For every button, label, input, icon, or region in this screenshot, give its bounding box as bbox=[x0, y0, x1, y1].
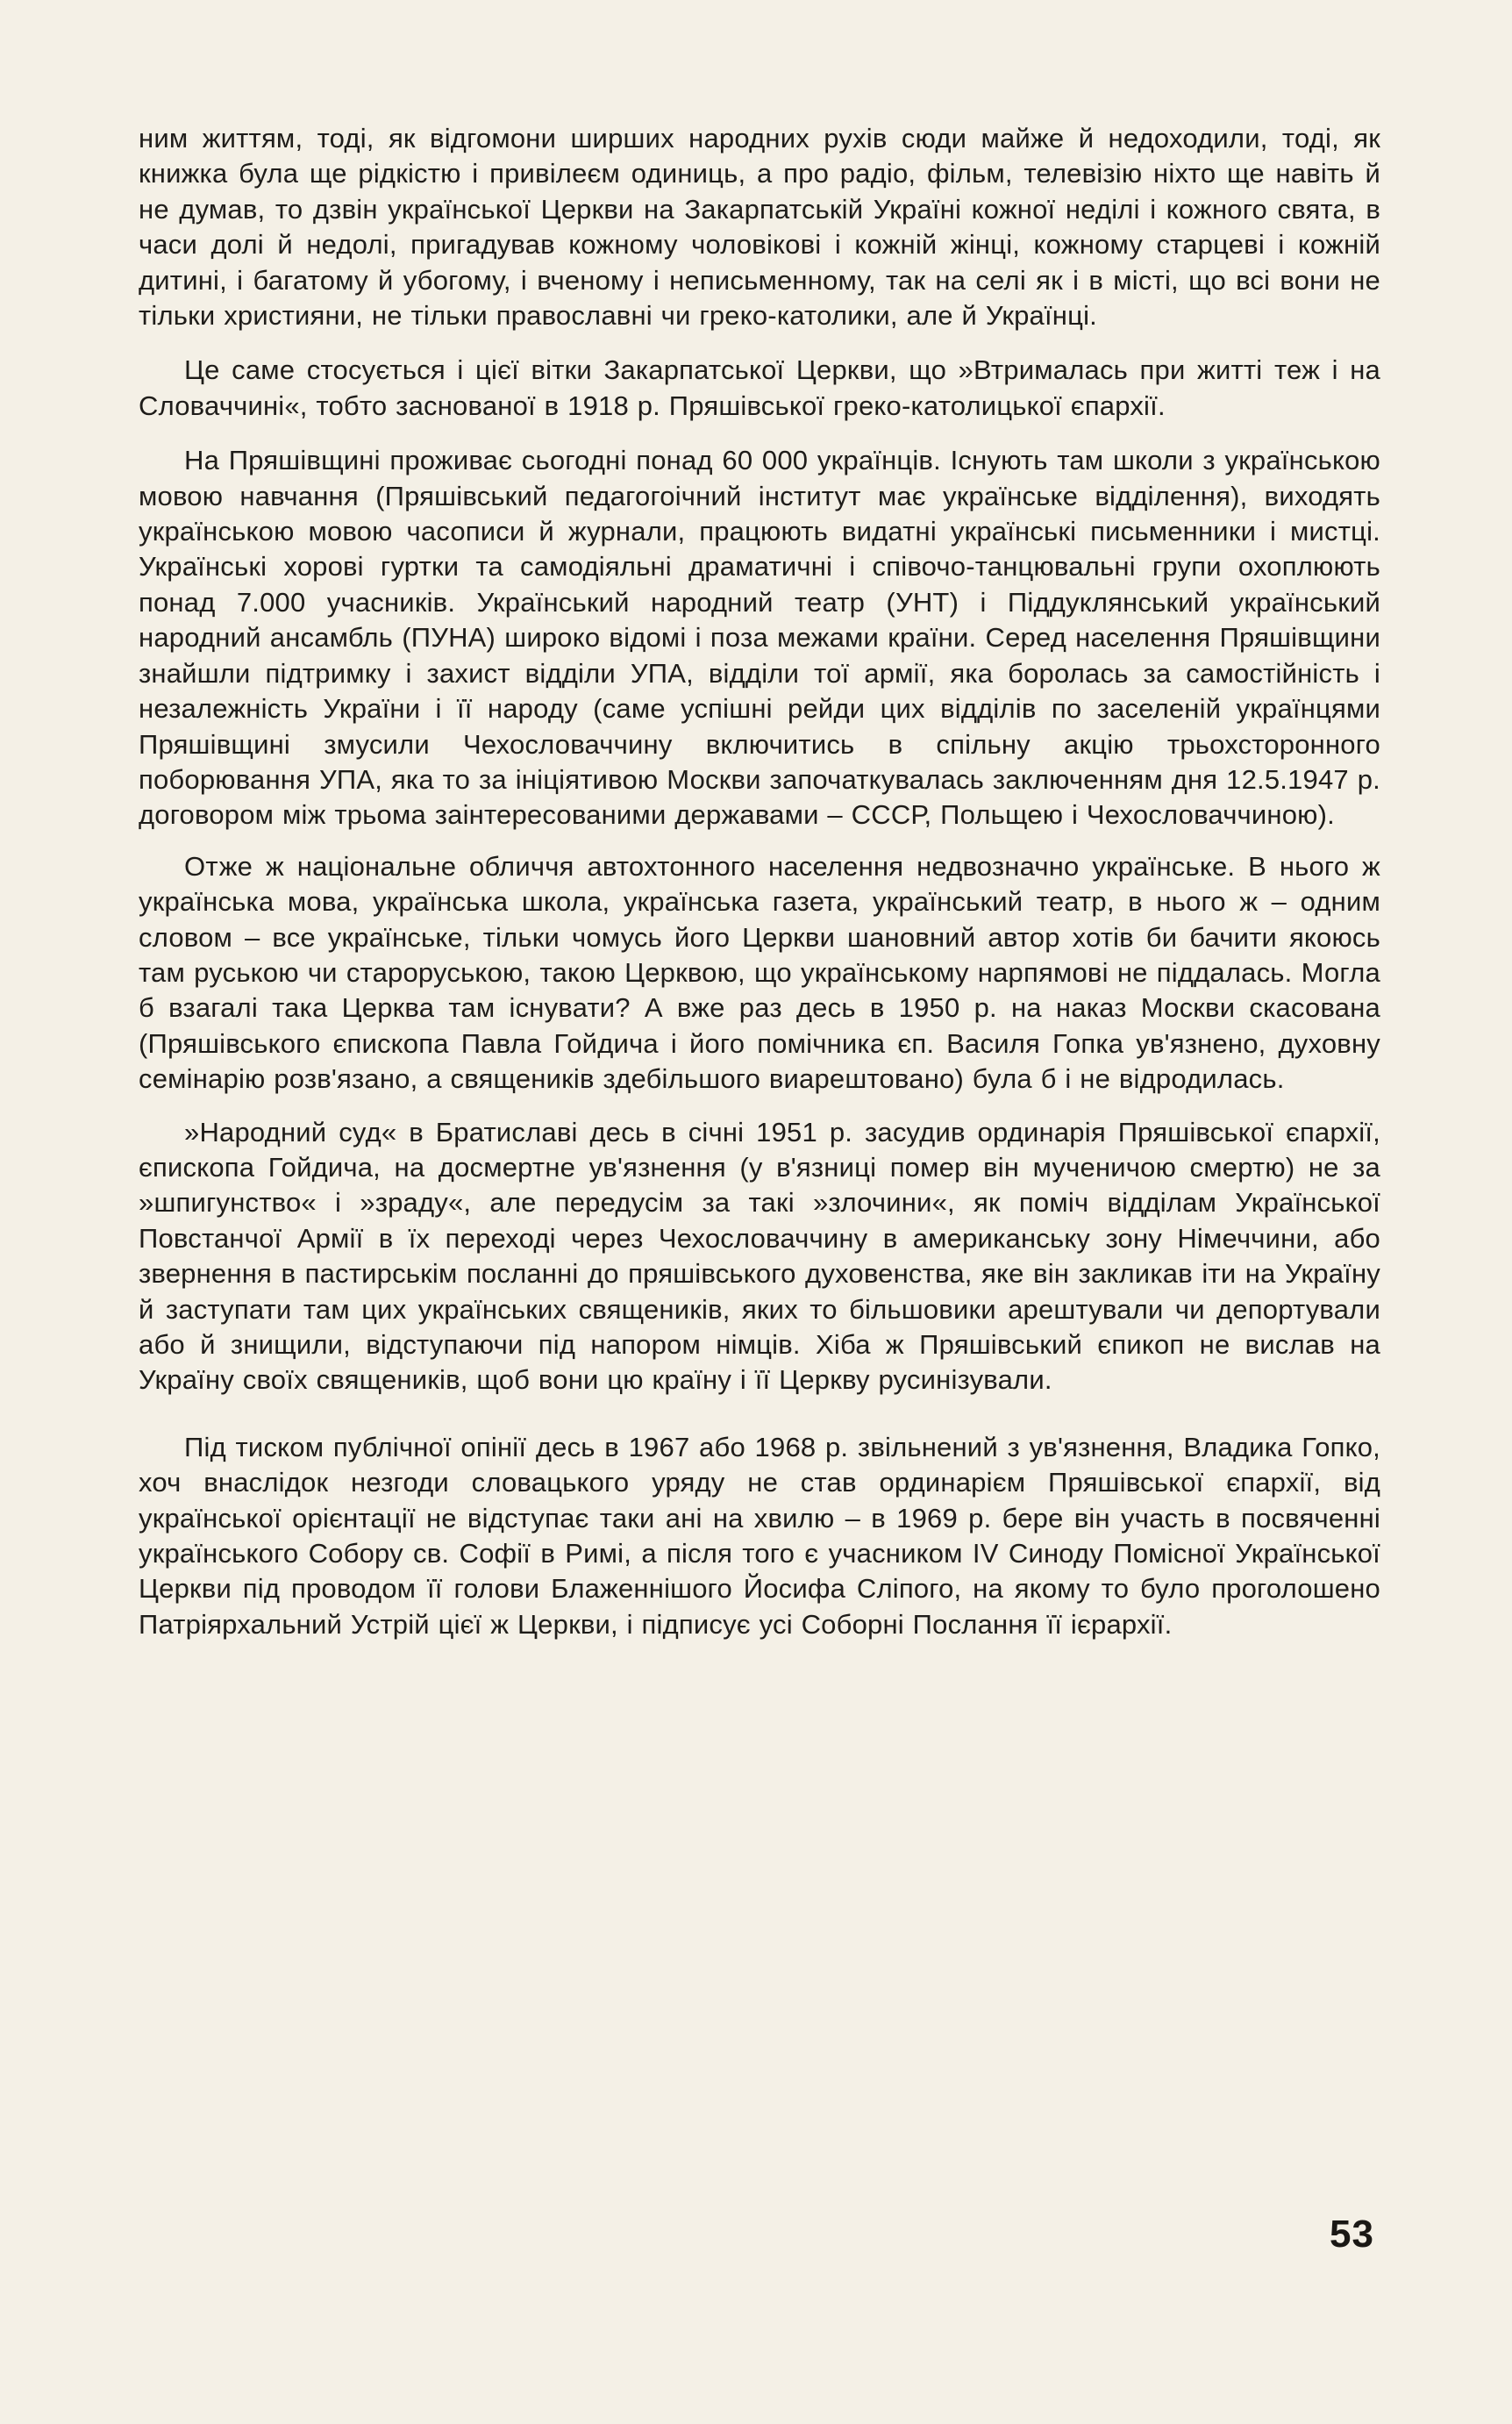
text-column bbox=[139, 121, 1380, 1642]
paragraph-6: Під тиском публічної опінії десь в 1967 або 1968 р. звільнений з ув'язнення, Владика Гопко, хоч внаслідок незгоди словацького уряду не став ординарієм Пряшівської єпархії, від української орієнтації не відступає таки ані на хвилю – в 1969 р. бере він участь в посвяченні українського Собору св. Софії в Римі, а після того є учасником IV Синоду Помісної Української Церкви під проводом її голови Блаженнішого Йосифа Сліпого, на якому то було проголошено Патріярхальний Устрій цієї ж Церкви, і підписує усі Соборні Послання її ієрархії. bbox=[139, 1431, 1380, 1640]
paragraph-4: Отже ж національне обличчя автохтонного населення недвозначно українське. В нього ж українська мова, українська школа, українська газета, український театр, в нього ж – одним словом – все українське, тільки чомусь його Церкви шановний автор хотів би бачити якоюсь там руською чи староруською, такою Церквою, що українському нарпямові не піддалась. Могла б взагалі така Церква там існувати? А вже раз десь в 1950 р. на наказ Москви скасована (Пряшівського єпископа Павла Гойдича і його помічника єп. Василя Гопка ув'язнено, духовну семінарію розв'язано, а священиків здебільшого виарештовано) була б і не відродилась. bbox=[139, 850, 1380, 1095]
paragraph-3: На Пряшівщині проживає сьогодні понад 60 000 українців. Існують там школи з українською мовою навчання (Пряшівський педагогоічний інститут має українське відділення), виходять українською мовою часописи й журнали, працюють видатні українські письменники і мистці. Українські хорові гуртки та самодіяльні драматичні і співочо-танцювальні групи охоплюють понад 7.000 учасників. Український народний театр (УНТ) і Піддуклянський український народний ансамбль (ПУНА) широко відомі і поза межами країни. Серед населення Пряшівщини знайшли підтримку і захист відділи УПА, відділи тої армії, яка боролась за самостійність і незалежність України і її народу (саме успішні рейди цих відділів по заселеній українцями Пряшівщині змусили Чехословаччину включитись в спільну акцію трьохсторонного поборювання УПА, яка то за ініціятивою Москви започаткувалась заключенням дня 12.5.1947 р. договором між трьома заінтересованими державами – СССР, Польщею і Чехословаччиною). bbox=[139, 445, 1380, 831]
paragraph-1: ним життям, тоді, як відгомони ширших народних рухів сюди майже й недоходили, тоді, як книжка була ще рідкістю і привілеєм одиниць, а про радіо, фільм, телевізію ніхто ще навіть й не думав, то дзвін української Церкви на Закарпатській Україні кожної неділі і кожного свята, в часи долі й недолі, пригадував кожному чоловікові і кожній жінці, кожному старцеві і кожній дитині, і багатому й убогому, і вченому і неписьменному, так на селі як і в місті, що всі вони не тільки християни, не тільки православні чи греко-католики, але й Українці. bbox=[139, 123, 1380, 332]
paragraph-5: »Народний суд« в Братиславі десь в січні 1951 р. засудив ординарія Пряшівської єпархії, єпископа Гойдича, на досмертне ув'язнення (у в'язниці помер він мученичою смертю) не за »шпигунство« і »зраду«, але передусім за такі »злочини«, як поміч відділам Української Повстанчої Армії в їх переході через Чехословаччину в американську зону Німеччини, або звернення в пастирськім посланні до пряшівського духовенства, яке він закликав іти на Україну й заступати там цих українських священиків, яких то більшовики арештували чи депортували або й знищили, відступаючи під напором німців. Хіба ж Пряшівський єпикоп не вислав на Україну своїх священиків, щоб вони цю країну і її Церкву русинізували. bbox=[139, 1116, 1380, 1396]
page-number: 53 bbox=[1330, 2213, 1374, 2256]
paragraph-2: Це саме стосується і цієї вітки Закарпатської Церкви, що »Втрималась при житті теж і на Словаччині«, тобто заснованої в 1918 р. Пряшівської греко-католицької єпархії. bbox=[139, 354, 1380, 421]
